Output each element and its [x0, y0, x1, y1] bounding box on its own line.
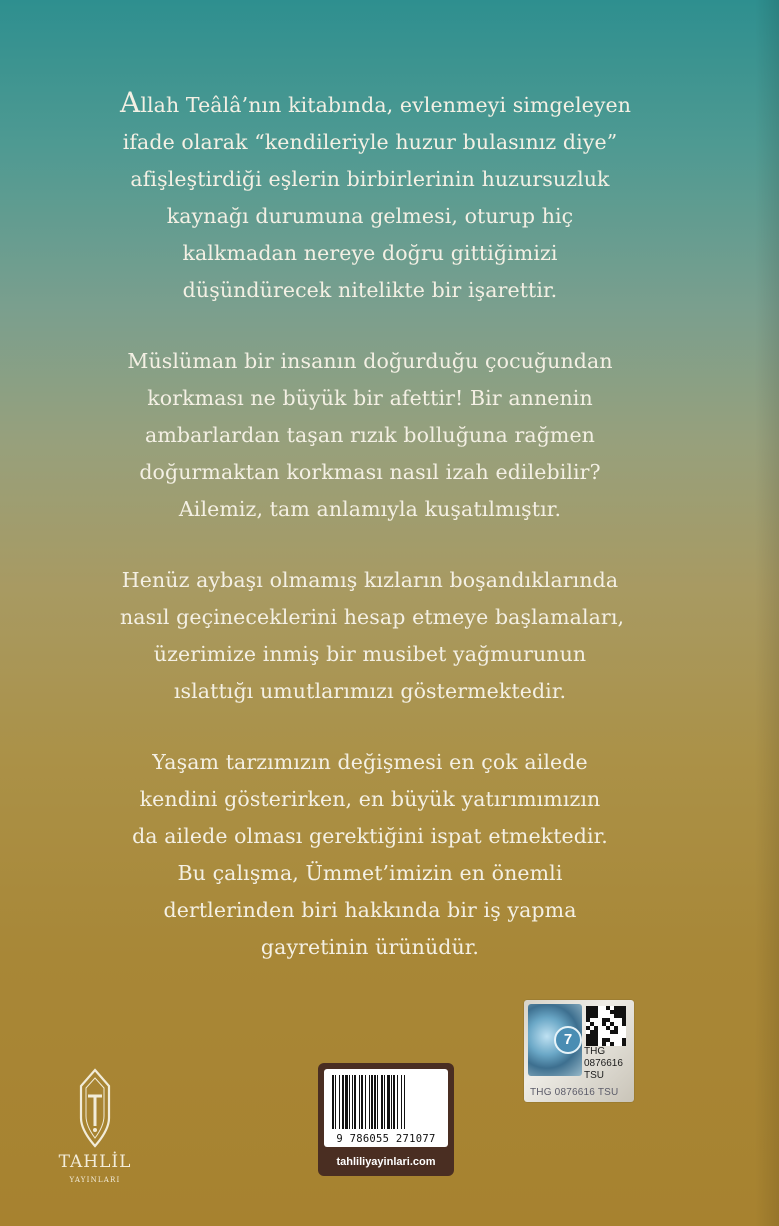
paragraph-3-line-1: Henüz aybaşı olmamış kızların boşandıklarında: [121, 568, 619, 592]
qr-module: [594, 1026, 598, 1030]
barcode-bar: [369, 1075, 370, 1129]
paragraph-3: [120, 562, 625, 710]
paragraph-4-line-5: dertlerinden biri hakkında bir iş yapma: [163, 898, 577, 922]
qr-module: [614, 1014, 618, 1018]
qr-module: [594, 1034, 598, 1038]
qr-module: [586, 1038, 590, 1042]
paragraph-2-line-4: doğurmaktan korkması nasıl izah edilebilir?: [139, 460, 601, 484]
barcode-bar: [381, 1075, 383, 1129]
drop-cap: A: [120, 86, 141, 119]
qr-module: [586, 1010, 590, 1014]
qr-module: [622, 1014, 626, 1018]
qr-module: [614, 1010, 618, 1014]
barcode-bar: [393, 1075, 395, 1129]
paragraph-4-line-2: kendini gösterirken, en büyük yatırımımızın: [139, 787, 601, 811]
barcode-bar: [359, 1075, 360, 1129]
barcode-bar: [339, 1075, 340, 1129]
qr-module: [590, 1034, 594, 1038]
barcode-bar: [345, 1075, 348, 1129]
bandrol-sticker: [524, 1000, 634, 1102]
barcode-bar: [365, 1075, 366, 1129]
publisher-website: tahliliyayinlari.com: [336, 1156, 436, 1168]
paragraph-2: [120, 343, 620, 528]
qr-module: [586, 1018, 590, 1022]
paragraph-2-line-3: ambarlardan taşan rızık bolluğuna rağmen: [145, 423, 595, 447]
paragraph-1-line-5: kalkmadan nereye doğru gittiğimizi: [182, 241, 558, 265]
qr-module: [610, 1010, 614, 1014]
paragraph-1-line-2: ifade olarak “kendileriyle huzur bulasınız diye”: [122, 130, 618, 154]
qr-module: [622, 1038, 626, 1042]
qr-module: [594, 1038, 598, 1042]
paragraph-2-line-2: korkması ne büyük bir afettir! Bir annenin: [147, 386, 593, 410]
hologram-badge: 7: [554, 1026, 582, 1054]
barcode-bar: [349, 1075, 350, 1129]
sticker-line-1: THG: [584, 1046, 606, 1057]
barcode-bar: [335, 1075, 336, 1129]
qr-module: [614, 1026, 618, 1030]
qr-module: [606, 1026, 610, 1030]
paragraph-1-line-1: [120, 84, 632, 124]
qr-module: [586, 1026, 590, 1030]
paragraph-4-line-4: Bu çalışma, Ümmet’imizin en önemli: [177, 861, 563, 885]
qr-module: [586, 1014, 590, 1018]
pen-nib-icon: [75, 1068, 115, 1148]
qr-module: [586, 1006, 590, 1010]
barcode-bar: [397, 1075, 398, 1129]
paragraph-1-line-6: düşündürecek nitelikte bir işarettir.: [182, 278, 558, 302]
qr-module: [614, 1006, 618, 1010]
qr-module: [602, 1018, 606, 1022]
barcode-bar: [387, 1075, 390, 1129]
paragraph-1: [120, 84, 632, 309]
qr-module: [610, 1022, 614, 1026]
qr-module: [602, 1038, 606, 1042]
sticker-line-2: 0876616: [584, 1058, 623, 1069]
paragraph-4: [120, 744, 620, 966]
qr-module: [622, 1018, 626, 1022]
qr-module: [594, 1006, 598, 1010]
sticker-serial: [584, 1046, 632, 1082]
paragraph-1-line-4: kaynağı durumuna gelmesi, oturup hiç: [166, 204, 574, 228]
barcode-bar: [332, 1075, 334, 1129]
barcode-bar: [401, 1075, 402, 1129]
barcode-bars: [332, 1075, 440, 1129]
paragraph-3-line-3: üzerimize inmiş bir musibet yağmurunun: [153, 642, 587, 666]
isbn-barcode: [318, 1063, 454, 1176]
qr-module: [610, 1030, 614, 1034]
qr-code-icon: [586, 1006, 626, 1046]
qr-module: [606, 1018, 610, 1022]
qr-module: [590, 1006, 594, 1010]
barcode-bar: [404, 1075, 405, 1129]
paragraph-4-line-6: gayretinin ürünüdür.: [260, 935, 480, 959]
barcode-bar: [352, 1075, 353, 1129]
qr-module: [602, 1022, 606, 1026]
qr-module: [606, 1006, 610, 1010]
qr-module: [618, 1006, 622, 1010]
barcode-bar: [361, 1075, 363, 1129]
qr-module: [590, 1022, 594, 1026]
qr-module: [590, 1038, 594, 1042]
qr-module: [590, 1030, 594, 1034]
paragraph-4-line-1: Yaşam tarzımızın değişmesi en çok ailede: [152, 750, 588, 774]
barcode-bar: [342, 1075, 344, 1129]
paragraph-3-line-4: ıslattığı umutlarımızı göstermektedir.: [173, 679, 567, 703]
qr-module: [606, 1038, 610, 1042]
barcode-panel: [324, 1069, 448, 1147]
sticker-line-3: TSU: [584, 1070, 604, 1081]
qr-module: [618, 1014, 622, 1018]
qr-module: [622, 1010, 626, 1014]
publisher-subtitle: YAYINLARI: [69, 1176, 121, 1184]
qr-module: [618, 1010, 622, 1014]
qr-module: [594, 1010, 598, 1014]
paragraph-4-line-3: da ailede olması gerektiğini ispat etmektedir.: [132, 824, 608, 848]
publisher-logo: [42, 1068, 148, 1184]
barcode-bar: [354, 1075, 356, 1129]
qr-module: [614, 1030, 618, 1034]
paragraph-2-line-1: Müslüman bir insanın doğurduğu çocuğundan: [127, 349, 613, 373]
barcode-bar: [384, 1075, 385, 1129]
sticker-serial-bottom: THG 0876616 TSU: [530, 1087, 619, 1098]
qr-module: [586, 1034, 590, 1038]
paragraph-1-line-3: afişleştirdiği eşlerin birbirlerinin huzursuzluk: [130, 167, 610, 191]
blurb-text: [120, 84, 632, 1000]
qr-module: [594, 1030, 598, 1034]
hologram: [528, 1004, 582, 1076]
barcode-bar: [374, 1075, 376, 1129]
qr-module: [590, 1010, 594, 1014]
qr-module: [590, 1014, 594, 1018]
paragraph-2-line-5: Ailemiz, tam anlamıyla kuşatılmıştır.: [178, 497, 562, 521]
barcode-bar: [377, 1075, 378, 1129]
paragraph-1-line-1-text: llah Teâlâ’nın kitabında, evlenmeyi simgeleyen: [140, 93, 632, 117]
qr-module: [622, 1006, 626, 1010]
barcode-bar: [371, 1075, 373, 1129]
barcode-bar: [391, 1075, 392, 1129]
qr-module: [594, 1014, 598, 1018]
isbn-number: 9 786055 271077: [336, 1133, 436, 1145]
publisher-name: TAHLİL: [58, 1152, 132, 1172]
qr-module: [622, 1022, 626, 1026]
paragraph-3-line-2: nasıl geçineceklerini hesap etmeye başlamaları,: [120, 605, 625, 629]
